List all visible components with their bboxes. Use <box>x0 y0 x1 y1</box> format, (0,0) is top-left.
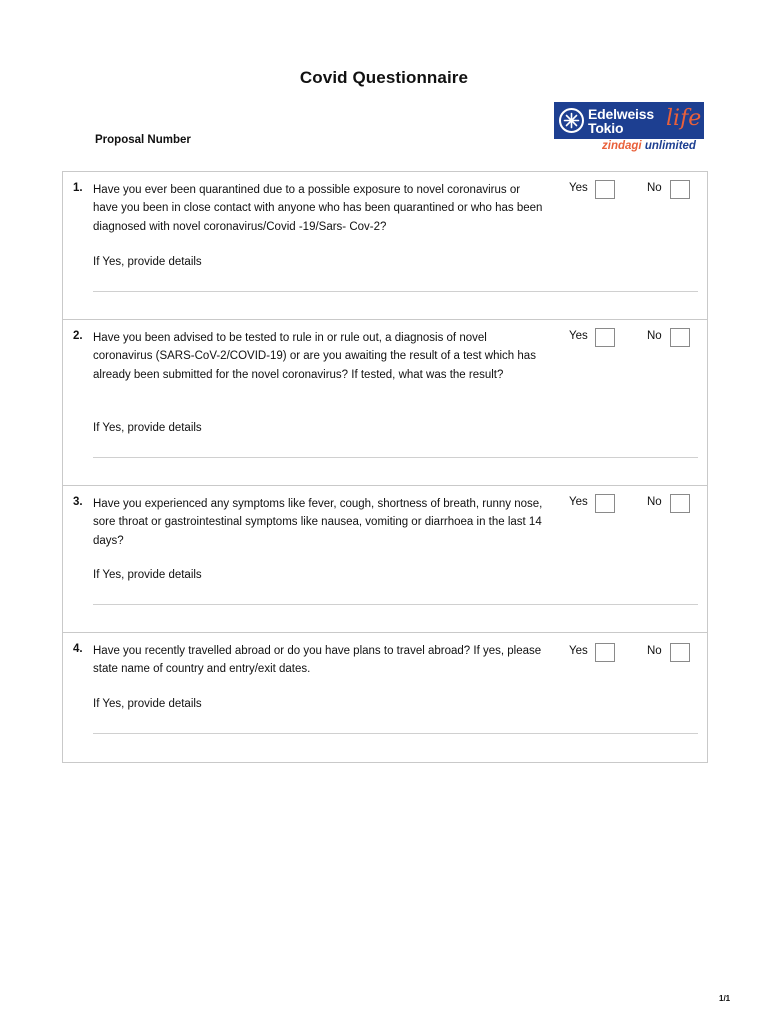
yes-label: Yes <box>569 182 588 194</box>
company-logo <box>554 102 704 156</box>
yes-checkbox[interactable] <box>595 180 615 199</box>
proposal-number-label: Proposal Number <box>95 134 191 146</box>
question-number: 3. <box>73 496 83 508</box>
logo-word-tokio: Tokio <box>588 120 624 136</box>
question-number: 1. <box>73 182 83 194</box>
no-checkbox[interactable] <box>670 180 690 199</box>
details-input-line[interactable] <box>93 457 698 458</box>
question-number: 4. <box>73 643 83 655</box>
logo-tagline-unlimited: unlimited <box>644 140 696 152</box>
no-checkbox[interactable] <box>670 494 690 513</box>
no-checkbox[interactable] <box>670 328 690 347</box>
question-row-3 <box>63 486 707 633</box>
details-input-line[interactable] <box>93 733 698 734</box>
snowflake-icon <box>559 108 584 133</box>
page-title: Covid Questionnaire <box>299 68 469 87</box>
question-text: Have you recently travelled abroad or do you have plans to travel abroad? If yes, please state name of country and entry/exit dates. <box>93 645 542 676</box>
question-number: 2. <box>73 330 83 342</box>
details-label: If Yes, provide details <box>93 256 202 268</box>
yes-label: Yes <box>569 330 588 342</box>
question-text: Have you experienced any symptoms like fever, cough, shortness of breath, runny nose, sore throat or gastrointestinal symptoms like nausea, vomiting or diarrhoea in the last 14 days? <box>93 498 543 547</box>
no-label: No <box>647 182 662 194</box>
details-input-line[interactable] <box>93 604 698 605</box>
question-row-1 <box>63 172 707 320</box>
yes-label: Yes <box>569 496 588 508</box>
logo-word-life: life <box>666 106 702 131</box>
yes-checkbox[interactable] <box>595 494 615 513</box>
question-text: Have you ever been quarantined due to a possible exposure to novel coronavirus or have you been in close contact with anyone who has been quarantined or who has been diagnosed with novel coronavirus/Covid -19/Sars- Cov-2? <box>93 184 543 233</box>
logo-tagline <box>602 141 696 153</box>
question-row-4 <box>63 633 707 762</box>
page-number: 1/1 <box>719 994 731 1003</box>
logo-word-edelweiss: Edelweiss <box>588 106 654 122</box>
logo-banner <box>554 102 704 139</box>
yes-checkbox[interactable] <box>595 328 615 347</box>
details-label: If Yes, provide details <box>93 569 202 581</box>
no-label: No <box>647 496 662 508</box>
question-text: Have you been advised to be tested to rule in or rule out, a diagnosis of novel coronavirus (SARS-CoV-2/COVID-19) or are you awaiting the result of a test which has already been submitted for the novel coronavirus? If tested, what was the result? <box>93 332 536 381</box>
questionnaire-table <box>62 171 708 763</box>
logo-tagline-zindagi: zindagi <box>602 140 642 152</box>
yes-label: Yes <box>569 645 588 657</box>
details-label: If Yes, provide details <box>93 698 202 710</box>
details-input-line[interactable] <box>93 291 698 292</box>
no-label: No <box>647 645 662 657</box>
no-label: No <box>647 330 662 342</box>
question-row-2 <box>63 320 707 486</box>
no-checkbox[interactable] <box>670 643 690 662</box>
yes-checkbox[interactable] <box>595 643 615 662</box>
details-label: If Yes, provide details <box>93 422 202 434</box>
